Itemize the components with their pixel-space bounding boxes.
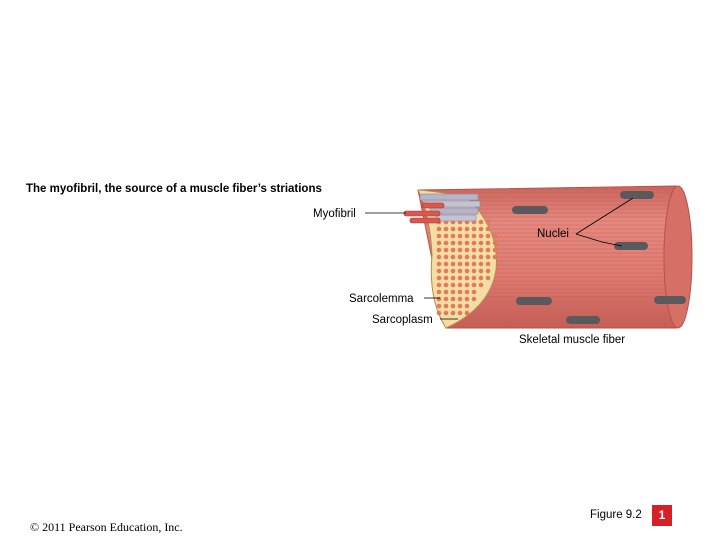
myofibril-dot (486, 269, 491, 274)
myofibril-dot (465, 255, 470, 260)
myofibril-dot (444, 255, 449, 260)
myofibril-dot (493, 241, 498, 246)
myofibril-dot (465, 269, 470, 274)
myofibril-dot (444, 276, 449, 281)
myofibril-dot (472, 290, 477, 295)
myofibril-dot (444, 283, 449, 288)
myofibril-dot (486, 276, 491, 281)
myofibril-dot (465, 262, 470, 267)
myofibril-dot (458, 255, 463, 260)
label-skeletal-muscle-fiber: Skeletal muscle fiber (519, 334, 626, 346)
myofibril-dot (437, 241, 442, 246)
myofibril-dot (437, 269, 442, 274)
myofibril-dot (472, 227, 477, 232)
figure-number: Figure 9.2 (590, 509, 642, 521)
myofibril-dot (444, 241, 449, 246)
myofibril-dot (465, 227, 470, 232)
myofibril-dot (451, 269, 456, 274)
myofibril-dot (451, 241, 456, 246)
myofibril-dot (444, 248, 449, 253)
protruding-myofibrils (404, 194, 480, 223)
myofibril-dot (458, 227, 463, 232)
myofibril-dot (444, 262, 449, 267)
myofibril-dot (437, 276, 442, 281)
myofibril-dot (486, 248, 491, 253)
myofibril-dot (437, 262, 442, 267)
myofibril-dot (444, 290, 449, 295)
myofibril-dot (493, 248, 498, 253)
myofibril-dot (444, 227, 449, 232)
myofibril-dot (437, 234, 442, 239)
myofibril-dot (479, 269, 484, 274)
myofibril-dot (465, 241, 470, 246)
myofibril-dot (465, 234, 470, 239)
myofibril-dot (451, 290, 456, 295)
myofibril-dot (458, 311, 463, 316)
myofibril-dot (451, 283, 456, 288)
myofibril-dot (472, 276, 477, 281)
myofibril-dot (451, 248, 456, 253)
myofibril-dot (479, 248, 484, 253)
myofibril-dot (444, 311, 449, 316)
label-sarcoplasm: Sarcoplasm (372, 314, 433, 326)
myofibril-dot (472, 269, 477, 274)
myofibril-dot (458, 276, 463, 281)
copyright-notice: © 2011 Pearson Education, Inc. (30, 520, 183, 534)
myofibril-dot (458, 241, 463, 246)
label-myofibril: Myofibril (313, 208, 356, 220)
myofibril-dot (486, 262, 491, 267)
myofibril-dot (465, 311, 470, 316)
myofibril-dot (472, 241, 477, 246)
myofibril-dot (472, 248, 477, 253)
myofibril-dot (444, 297, 449, 302)
myofibril-dot (493, 234, 498, 239)
myofibril-dot (479, 234, 484, 239)
myofibril-dot (479, 241, 484, 246)
myofibril-dot (437, 290, 442, 295)
myofibril-dot (472, 255, 477, 260)
myofibril-dot (458, 283, 463, 288)
myofibril-dot (444, 269, 449, 274)
myofibril-dot (451, 311, 456, 316)
label-nuclei: Nuclei (537, 228, 569, 240)
label-sarcolemma: Sarcolemma (349, 293, 414, 305)
myofibril-dot (451, 255, 456, 260)
myofibril-dot (437, 248, 442, 253)
myofibril-dot (458, 304, 463, 309)
myofibril-dot (451, 234, 456, 239)
myofibril-dot (458, 290, 463, 295)
myofibril-dot (465, 304, 470, 309)
myofibril-dot (451, 304, 456, 309)
myofibril-dot (465, 290, 470, 295)
myofibril-dot (458, 262, 463, 267)
myofibril-dot (493, 255, 498, 260)
myofibril-dot (472, 262, 477, 267)
myofibril-dot (479, 276, 484, 281)
myofibril-dot (479, 255, 484, 260)
myofibril-dot (444, 304, 449, 309)
myofibril-dot (465, 276, 470, 281)
myofibril-dot (451, 276, 456, 281)
myofibril-dot (451, 297, 456, 302)
myofibril-dot (472, 234, 477, 239)
myofibril-dot (479, 283, 484, 288)
myofibril-dot (437, 227, 442, 232)
figure-title: The myofibril, the source of a muscle fiber’s striations (26, 183, 322, 195)
myofibril-dot (458, 269, 463, 274)
myofibril-dot (465, 297, 470, 302)
myofibril-dot (458, 248, 463, 253)
myofibril-dot (486, 234, 491, 239)
myofibril-dot (486, 220, 491, 225)
myofibril-dot (479, 227, 484, 232)
myofibril-dot (472, 283, 477, 288)
myofibril-dot (465, 248, 470, 253)
myofibril-dot (479, 220, 484, 225)
myofibril-dot (479, 262, 484, 267)
myofibril-dot (472, 297, 477, 302)
myofibril-dot (486, 241, 491, 246)
myofibril-dot (458, 234, 463, 239)
myofibril-dot (444, 234, 449, 239)
myofibril-dot (437, 311, 442, 316)
myofibril-dot (437, 283, 442, 288)
myofibril-dot (486, 255, 491, 260)
myofibril-dot (486, 227, 491, 232)
myofibril-dot (465, 283, 470, 288)
figure-badge: 1 (652, 505, 672, 526)
myofibril-dot (437, 297, 442, 302)
myofibril-dot (458, 297, 463, 302)
myofibril-dot (451, 262, 456, 267)
myofibril-dot (451, 227, 456, 232)
myofibril-dot (437, 304, 442, 309)
myofibril-dot (437, 255, 442, 260)
